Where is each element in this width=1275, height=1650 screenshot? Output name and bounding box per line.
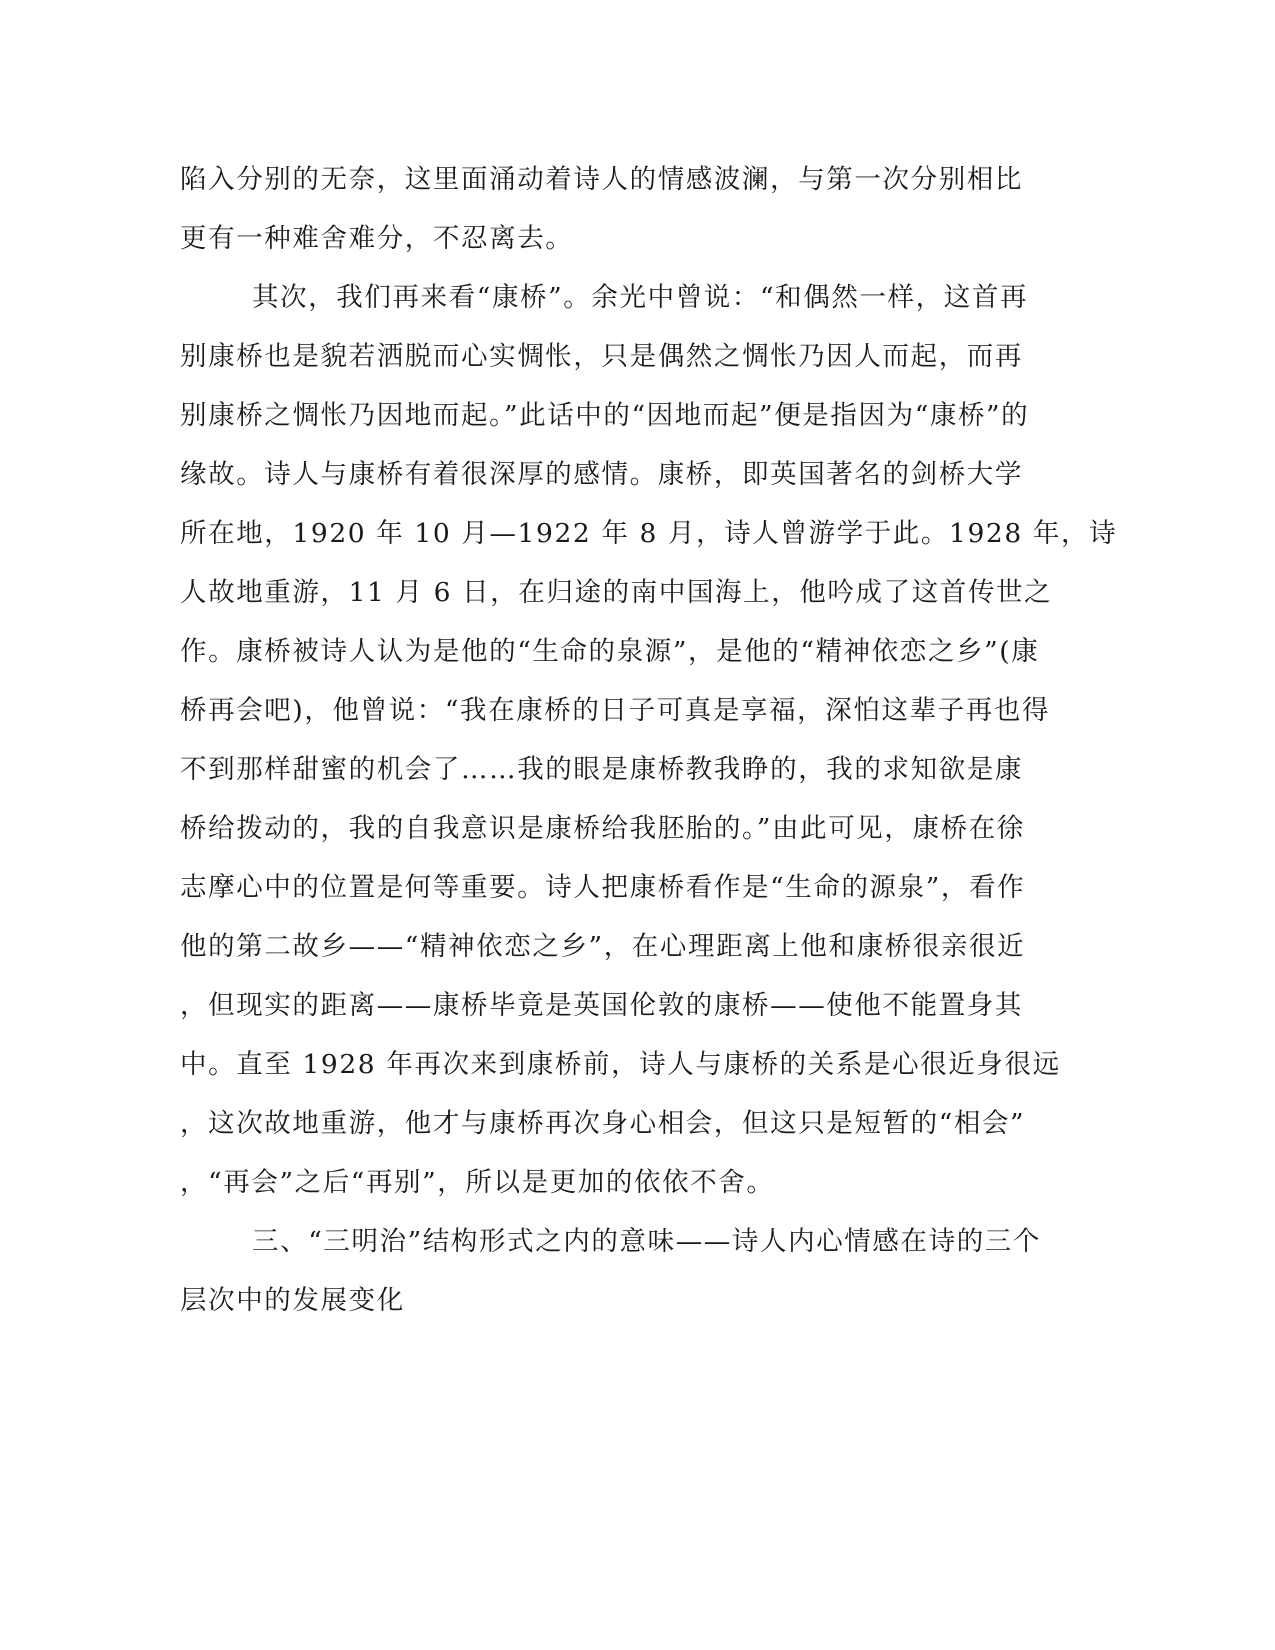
- text-line-2: 更有一种难舍难分，不忍离去。: [180, 223, 574, 254]
- section-heading-line-1: 三、“三明治”结构形式之内的意味——诗人内心情感在诗的三个: [252, 1226, 1041, 1257]
- text-line-10: 桥再会吧)，他曾说：“我在康桥的日子可真是享福，深怕这辈子再也得: [180, 695, 1051, 726]
- text-line-18: ，“再会”之后“再别”，所以是更加的依依不舍。: [180, 1167, 775, 1198]
- text-line-5: 别康桥之惆怅乃因地而起。”此话中的“因地而起”便是指因为“康桥”的: [180, 400, 1030, 431]
- text-line-13: 志摩心中的位置是何等重要。诗人把康桥看作是“生命的源泉”，看作: [180, 872, 1026, 903]
- text-line-16: 中。直至 1928 年再次来到康桥前，诗人与康桥的关系是心很近身很远: [180, 1049, 1061, 1080]
- body-text: [180, 150, 1118, 1330]
- text-line-12: 桥给拨动的，我的自我意识是康桥给我胚胎的。”由此可见，康桥在徐: [180, 813, 1025, 844]
- text-line-7: 所在地，1920 年 10 月—1922 年 8 月，诗人曾游学于此。1928 年，诗: [180, 518, 1118, 549]
- text-line-1: 陷入分别的无奈，这里面涌动着诗人的情感波澜，与第一次分别相比: [180, 164, 1023, 195]
- text-line-14: 他的第二故乡——“精神依恋之乡”，在心理距离上他和康桥很亲很近: [180, 931, 1026, 962]
- text-line-8: 人故地重游，11 月 6 日，在归途的南中国海上，他吟成了这首传世之: [180, 577, 1053, 608]
- text-line-15: ，但现实的距离——康桥毕竟是英国伦敦的康桥——使他不能置身其: [180, 990, 1023, 1021]
- text-line-11: 不到那样甜蜜的机会了……我的眼是康桥教我睁的，我的求知欲是康: [180, 754, 1023, 785]
- section-heading-line-2: 层次中的发展变化: [180, 1285, 405, 1316]
- text-line-4: 别康桥也是貌若洒脱而心实惆怅，只是偶然之惆怅乃因人而起，而再: [180, 341, 1023, 372]
- text-line-9: 作。康桥被诗人认为是他的“生命的泉源”，是他的“精神依恋之乡”(康: [180, 636, 1040, 667]
- text-line-3: 其次，我们再来看“康桥”。余光中曾说：“和偶然一样，这首再: [252, 282, 1029, 313]
- text-line-17: ，这次故地重游，他才与康桥再次身心相会，但这只是短暂的“相会”: [180, 1108, 1026, 1139]
- text-line-6: 缘故。诗人与康桥有着很深厚的感情。康桥，即英国著名的剑桥大学: [180, 459, 1023, 490]
